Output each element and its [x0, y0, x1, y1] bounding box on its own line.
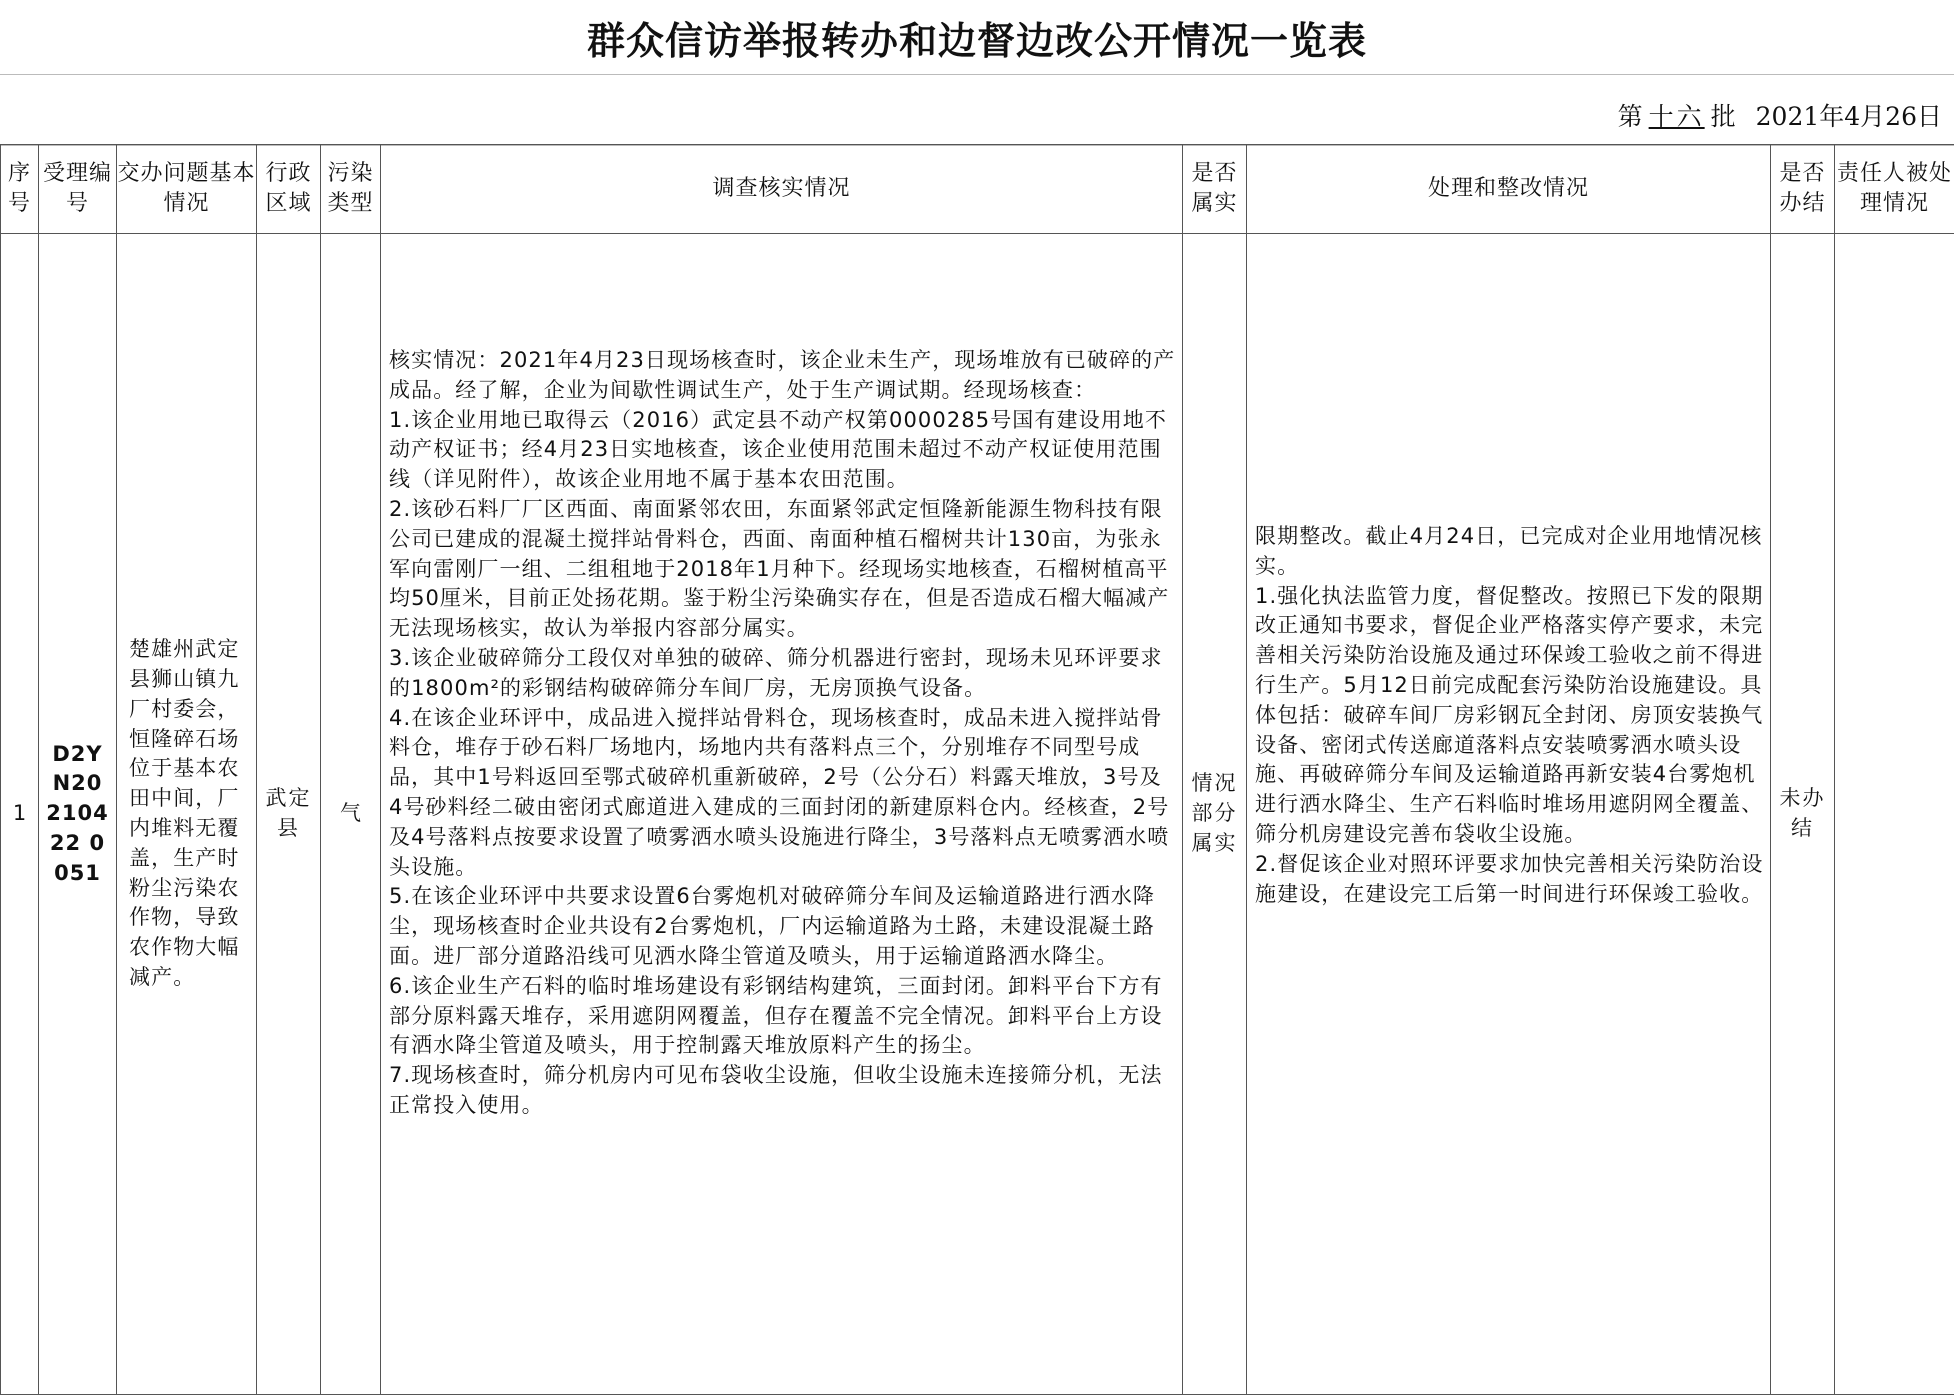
header-issue: 交办问题基本情况	[117, 145, 257, 234]
cell-handling: 限期整改。截止4月24日，已完成对企业用地情况核实。 1.强化执法监管力度，督促整改。按照已下发的限期改正通知书要求，督促企业严格落实停产要求，未完善相关污染防治设施及通过环保竣工验收之前不得进行生产。5月12日前完成配套污染防治设施建设。具体包括：破碎车间厂房彩钢瓦全封闭、房顶安装换气设备、密闭式传送廊道落料点安装喷雾洒水喷头设施、再破碎筛分车间及运输道路再新安装4台雾炮机进行洒水降尘、生产石料临时堆场用遮阴网全覆盖、筛分机房建设完善布袋收尘设施。 2.督促该企业对照环评要求加快完善相关污染防治设施建设，在建设完工后第一时间进行环保竣工验收。	[1247, 234, 1771, 1395]
batch-date: 2021年4月26日	[1756, 102, 1942, 131]
report-table	[0, 144, 1954, 1395]
batch-suffix: 批	[1711, 102, 1736, 131]
cell-seq: 1	[1, 234, 39, 1395]
header-handling: 处理和整改情况	[1247, 145, 1771, 234]
cell-case-no: D2YN20210422 0051	[39, 234, 117, 1395]
cell-region: 武定县	[257, 234, 321, 1395]
header-row	[1, 145, 1954, 234]
header-investigation: 调查核实情况	[381, 145, 1183, 234]
cell-issue: 楚雄州武定县狮山镇九厂村委会，恒隆碎石场位于基本农田中间，厂内堆料无覆盖，生产时粉尘污染农作物，导致农作物大幅减产。	[117, 234, 257, 1395]
header-responsible: 责任人被处理情况	[1835, 145, 1954, 234]
cell-investigation: 核实情况：2021年4月23日现场核查时，该企业未生产，现场堆放有已破碎的产成品。经了解，企业为间歇性调试生产，处于生产调试期。经现场核查： 1.该企业用地已取得云（2016）武定县不动产权第0000285号国有建设用地不动产权证书；经4月23日实地核查，该企业使用范围未超过不动产权证使用范围线（详见附件），故该企业用地不属于基本农田范围。 2.该砂石料厂厂区西面、南面紧邻农田，东面紧邻武定恒隆新能源生物科技有限公司已建成的混凝土搅拌站骨料仓，西面、南面种植石榴树共计130亩，为张永军向雷刚厂一组、二组租地于2018年1月种下。经现场实地核查，石榴树植高平均50厘米，目前正处扬花期。鉴于粉尘污染确实存在，但是否造成石榴大幅减产无法现场核实，故认为举报内容部分属实。 3.该企业破碎筛分工段仅对单独的破碎、筛分机器进行密封，现场未见环评要求的1800m²的彩钢结构破碎筛分车间厂房，无房顶换气设备。 4.在该企业环评中，成品进入搅拌站骨料仓，现场核查时，成品未进入搅拌站骨料仓，堆存于砂石料厂场地内，场地内共有落料点三个，分别堆存不同型号成品，其中1号料返回至鄂式破碎机重新破碎，2号（公分石）料露天堆放，3号及4号砂料经二破由密闭式廊道进入建成的三面封闭的新建原料仓内。经核查，2号及4号落料点按要求设置了喷雾洒水喷头设施进行降尘，3号落料点无喷雾洒水喷头设施。 5.在该企业环评中共要求设置6台雾炮机对破碎筛分车间及运输道路进行洒水降尘，现场核查时企业共设有2台雾炮机，厂内运输道路为土路，未建设混凝土路面。进厂部分道路沿线可见洒水降尘管道及喷头，用于运输道路洒水降尘。 6.该企业生产石料的临时堆场建设有彩钢结构建筑，三面封闭。卸料平台下方有部分原料露天堆存，采用遮阴网覆盖，但存在覆盖不完全情况。卸料平台上方设有洒水降尘管道及喷头，用于控制露天堆放原料产生的扬尘。 7.现场核查时，筛分机房内可见布袋收尘设施，但收尘设施未连接筛分机，无法正常投入使用。	[381, 234, 1183, 1395]
header-pollution: 污染类型	[321, 145, 381, 234]
cell-responsible	[1835, 234, 1954, 1395]
cell-verified: 情况部分属实	[1183, 234, 1247, 1395]
header-seq: 序号	[1, 145, 39, 234]
cell-closed: 未办结	[1771, 234, 1835, 1395]
batch-info	[1618, 97, 1942, 133]
sheet-title: 群众信访举报转办和边督边改公开情况一览表	[0, 0, 1954, 74]
batch-info-row	[0, 74, 1954, 146]
batch-prefix: 第	[1618, 102, 1643, 131]
header-closed: 是否办结	[1771, 145, 1835, 234]
header-case-no: 受理编号	[39, 145, 117, 234]
table-row	[1, 234, 1954, 1395]
header-region: 行政区域	[257, 145, 321, 234]
header-verified: 是否属实	[1183, 145, 1247, 234]
cell-pollution: 气	[321, 234, 381, 1395]
batch-number: 十六	[1643, 102, 1711, 131]
